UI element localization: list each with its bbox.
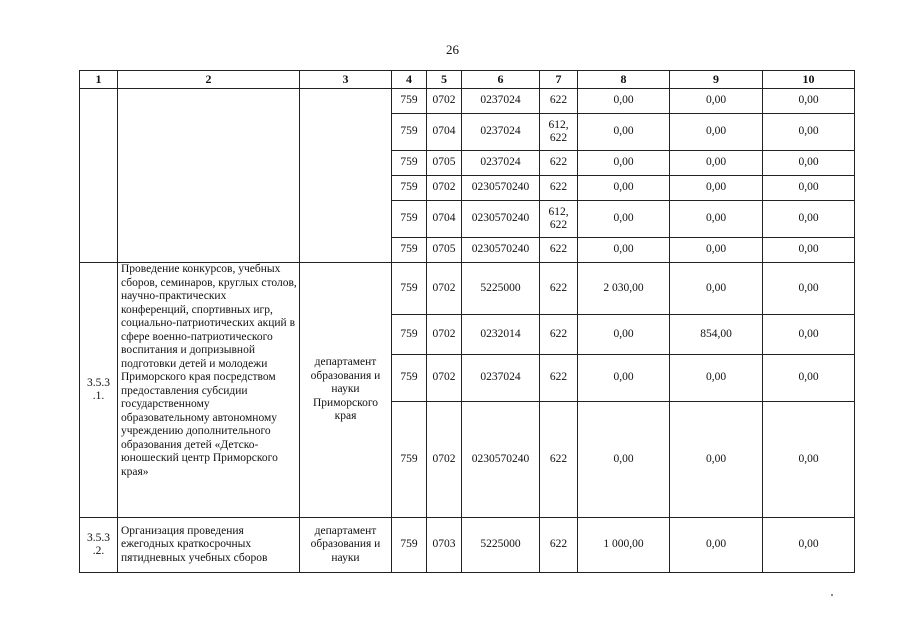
item-number: 3.5.3 .1. (80, 263, 118, 518)
cell-type: 622 (540, 355, 578, 402)
cell-grbs: 759 (392, 518, 427, 573)
cell-section: 0702 (427, 89, 462, 114)
cell-amount-10: 0,00 (763, 201, 855, 238)
cell-type: 622 (540, 402, 578, 518)
header-row (80, 71, 855, 89)
cell-amount-8: 0,00 (578, 355, 670, 402)
cell-amount-10: 0,00 (763, 263, 855, 315)
table-row (80, 263, 855, 315)
cell-section: 0702 (427, 355, 462, 402)
cell-section: 0704 (427, 201, 462, 238)
table-row (80, 89, 855, 114)
cell-amount-10: 0,00 (763, 402, 855, 518)
cell-target: 0237024 (462, 151, 540, 176)
cell-amount-10: 0,00 (763, 518, 855, 573)
cell-amount-9: 0,00 (670, 238, 763, 263)
cell-section: 0704 (427, 114, 462, 151)
header-col-2: 2 (118, 71, 300, 89)
cell-grbs: 759 (392, 355, 427, 402)
continued-executor-cell (300, 89, 392, 263)
cell-amount-9: 0,00 (670, 518, 763, 573)
header-col-8: 8 (578, 71, 670, 89)
cell-section: 0703 (427, 518, 462, 573)
cell-grbs: 759 (392, 176, 427, 201)
cell-grbs: 759 (392, 238, 427, 263)
cell-target: 0232014 (462, 315, 540, 355)
budget-table (79, 70, 855, 573)
cell-amount-8: 0,00 (578, 151, 670, 176)
cell-amount-8: 0,00 (578, 238, 670, 263)
cell-amount-9: 0,00 (670, 176, 763, 201)
cell-section: 0702 (427, 315, 462, 355)
header-col-5: 5 (427, 71, 462, 89)
continued-name-cell (118, 89, 300, 263)
cell-amount-8: 0,00 (578, 114, 670, 151)
cell-type: 622 (540, 151, 578, 176)
header-col-1: 1 (80, 71, 118, 89)
cell-type: 622 (540, 263, 578, 315)
header-col-6: 6 (462, 71, 540, 89)
cell-amount-8: 1 000,00 (578, 518, 670, 573)
cell-type: 622 (540, 315, 578, 355)
cell-amount-8: 0,00 (578, 201, 670, 238)
cell-amount-9: 0,00 (670, 89, 763, 114)
cell-grbs: 759 (392, 315, 427, 355)
cell-amount-10: 0,00 (763, 315, 855, 355)
cell-section: 0702 (427, 402, 462, 518)
cell-amount-9: 0,00 (670, 201, 763, 238)
cell-target: 5225000 (462, 518, 540, 573)
cell-type: 622 (540, 238, 578, 263)
item-name: Проведение конкурсов, учебных сборов, семинаров, круглых столов, научно-практических конференций, спортивных игр, социально-патриотических акций в сфере военно-патриотического воспитания и допризывной подготовки детей и молодежи Приморского края посредством предоставления субсидии государственному образовательному автономному учреждению дополнительного образования детей «Детско-юношеский центр Приморского края» (118, 263, 300, 518)
cell-amount-8: 0,00 (578, 89, 670, 114)
cell-target: 0230570240 (462, 238, 540, 263)
cell-section: 0702 (427, 263, 462, 315)
header-col-10: 10 (763, 71, 855, 89)
cell-amount-9: 0,00 (670, 355, 763, 402)
cell-type: 612, 622 (540, 201, 578, 238)
cell-amount-10: 0,00 (763, 114, 855, 151)
header-col-7: 7 (540, 71, 578, 89)
header-col-3: 3 (300, 71, 392, 89)
cell-type: 622 (540, 176, 578, 201)
cell-section: 0702 (427, 176, 462, 201)
item-name: Организация проведения ежегодных краткосрочных пятидневных учебных сборов (118, 518, 300, 573)
cell-section: 0705 (427, 151, 462, 176)
cell-amount-8: 0,00 (578, 402, 670, 518)
cell-target: 0237024 (462, 355, 540, 402)
cell-amount-10: 0,00 (763, 176, 855, 201)
cell-grbs: 759 (392, 263, 427, 315)
cell-type: 622 (540, 89, 578, 114)
cell-amount-9: 854,00 (670, 315, 763, 355)
cell-amount-8: 0,00 (578, 315, 670, 355)
cell-grbs: 759 (392, 114, 427, 151)
cell-amount-10: 0,00 (763, 89, 855, 114)
cell-target: 0230570240 (462, 201, 540, 238)
scan-mark (831, 594, 833, 596)
cell-amount-9: 0,00 (670, 402, 763, 518)
cell-grbs: 759 (392, 151, 427, 176)
cell-target: 5225000 (462, 263, 540, 315)
cell-grbs: 759 (392, 402, 427, 518)
item-number: 3.5.3 .2. (80, 518, 118, 573)
page-number: 26 (446, 42, 459, 57)
cell-target: 0230570240 (462, 402, 540, 518)
item-executor: департамент образования и науки Приморского края (300, 263, 392, 518)
cell-grbs: 759 (392, 89, 427, 114)
cell-target: 0230570240 (462, 176, 540, 201)
cell-target: 0237024 (462, 89, 540, 114)
cell-section: 0705 (427, 238, 462, 263)
cell-type: 612, 622 (540, 114, 578, 151)
item-executor: департамент образования и науки (300, 518, 392, 573)
table-row (80, 518, 855, 573)
cell-amount-9: 0,00 (670, 114, 763, 151)
cell-amount-9: 0,00 (670, 263, 763, 315)
cell-grbs: 759 (392, 201, 427, 238)
cell-target: 0237024 (462, 114, 540, 151)
cell-amount-8: 2 030,00 (578, 263, 670, 315)
continued-num-cell (80, 89, 118, 263)
cell-amount-9: 0,00 (670, 151, 763, 176)
cell-type: 622 (540, 518, 578, 573)
cell-amount-10: 0,00 (763, 355, 855, 402)
cell-amount-10: 0,00 (763, 151, 855, 176)
cell-amount-10: 0,00 (763, 238, 855, 263)
cell-amount-8: 0,00 (578, 176, 670, 201)
header-col-4: 4 (392, 71, 427, 89)
header-col-9: 9 (670, 71, 763, 89)
